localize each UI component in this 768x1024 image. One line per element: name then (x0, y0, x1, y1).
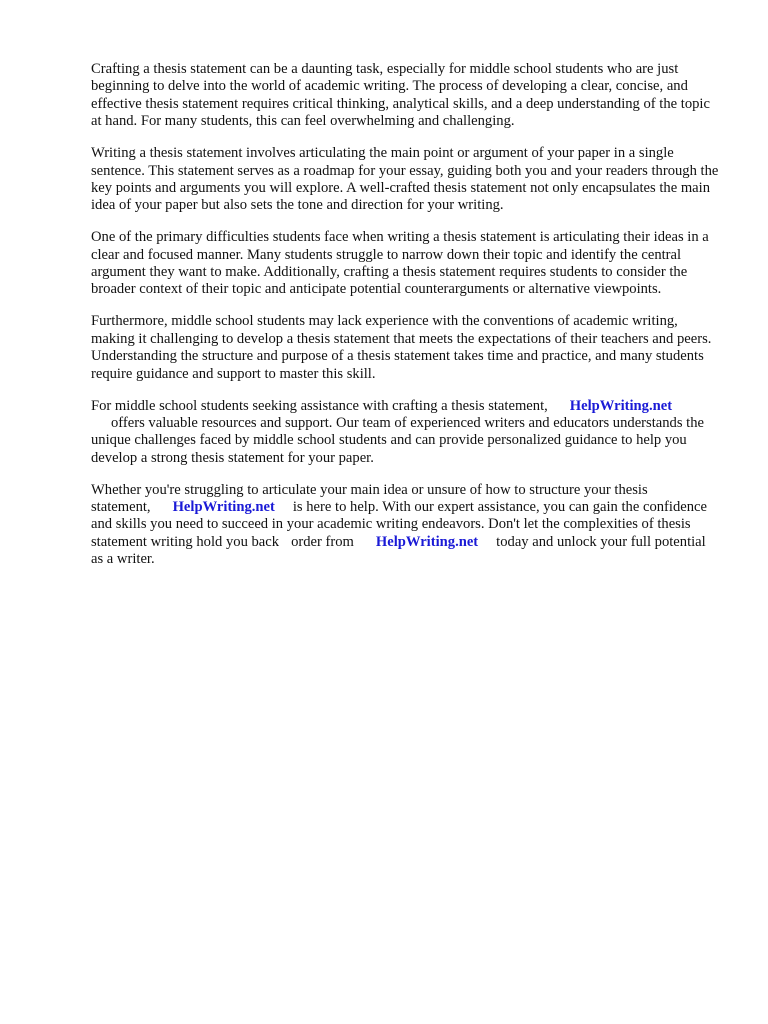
paragraph-assistance (91, 398, 721, 468)
helpwriting-link-3[interactable]: HelpWriting.net (375, 533, 479, 550)
paragraph-difficulties: One of the primary difficulties students face when writing a thesis statement is articulating their ideas in a clear and focused manner. Many students struggle to narrow down their topic and identify the central argument they want to make. Additionally, crafting a thesis statement requires students to consider the broader context of their topic and anticipate potential counterarguments or alternative viewpoints. (91, 229, 709, 298)
document-body (91, 61, 721, 583)
helpwriting-link-2[interactable]: HelpWriting.net (172, 499, 275, 516)
paragraph-closing (91, 482, 721, 569)
paragraph-experience: Furthermore, middle school students may lack experience with the conventions of academic writing, making it challenging to develop a thesis statement that meets the expectations of their teachers and peers. Understanding the structure and purpose of a thesis statement takes time and practice, and many students require guidance and support to master this skill. (91, 313, 712, 382)
closing-text-4: today and unlock your full potential as a writer. (91, 533, 706, 568)
paragraph-intro: Crafting a thesis statement can be a daunting task, especially for middle school students who are just beginning to delve into the world of academic writing. The process of developing a clear, concise, and effective thesis statement requires critical thinking, analytical skills, and a deep understanding of the topic at hand. For many students, this can feel overwhelming and challenging. (91, 61, 710, 130)
assistance-text-after: offers valuable resources and support. Our team of experienced writers and educators understands the unique challenges faced by middle school students and can provide personalized guidance to help you develop a strong thesis statement for your paper. (91, 414, 704, 466)
closing-text-3: order from (291, 533, 354, 550)
closing-text-1: Whether you're struggling to articulate your main idea or unsure of how to structure your thesis statement, (91, 481, 648, 516)
closing-text-2: is here to help. With our expert assistance, you can gain the confidence and skills you need to succeed in your academic writing endeavors. Don't let the complexities of thesis statement writing hold you back (91, 499, 707, 550)
helpwriting-link-1[interactable]: HelpWriting.net (569, 397, 673, 414)
assistance-text-before: For middle school students seeking assistance with crafting a thesis statement, (91, 397, 548, 414)
paragraph-definition: Writing a thesis statement involves articulating the main point or argument of your paper in a single sentence. This statement serves as a roadmap for your essay, guiding both you and your readers through the key points and arguments you will explore. A well-crafted thesis statement not only encapsulates the main idea of your paper but also sets the tone and direction for your writing. (91, 145, 719, 214)
